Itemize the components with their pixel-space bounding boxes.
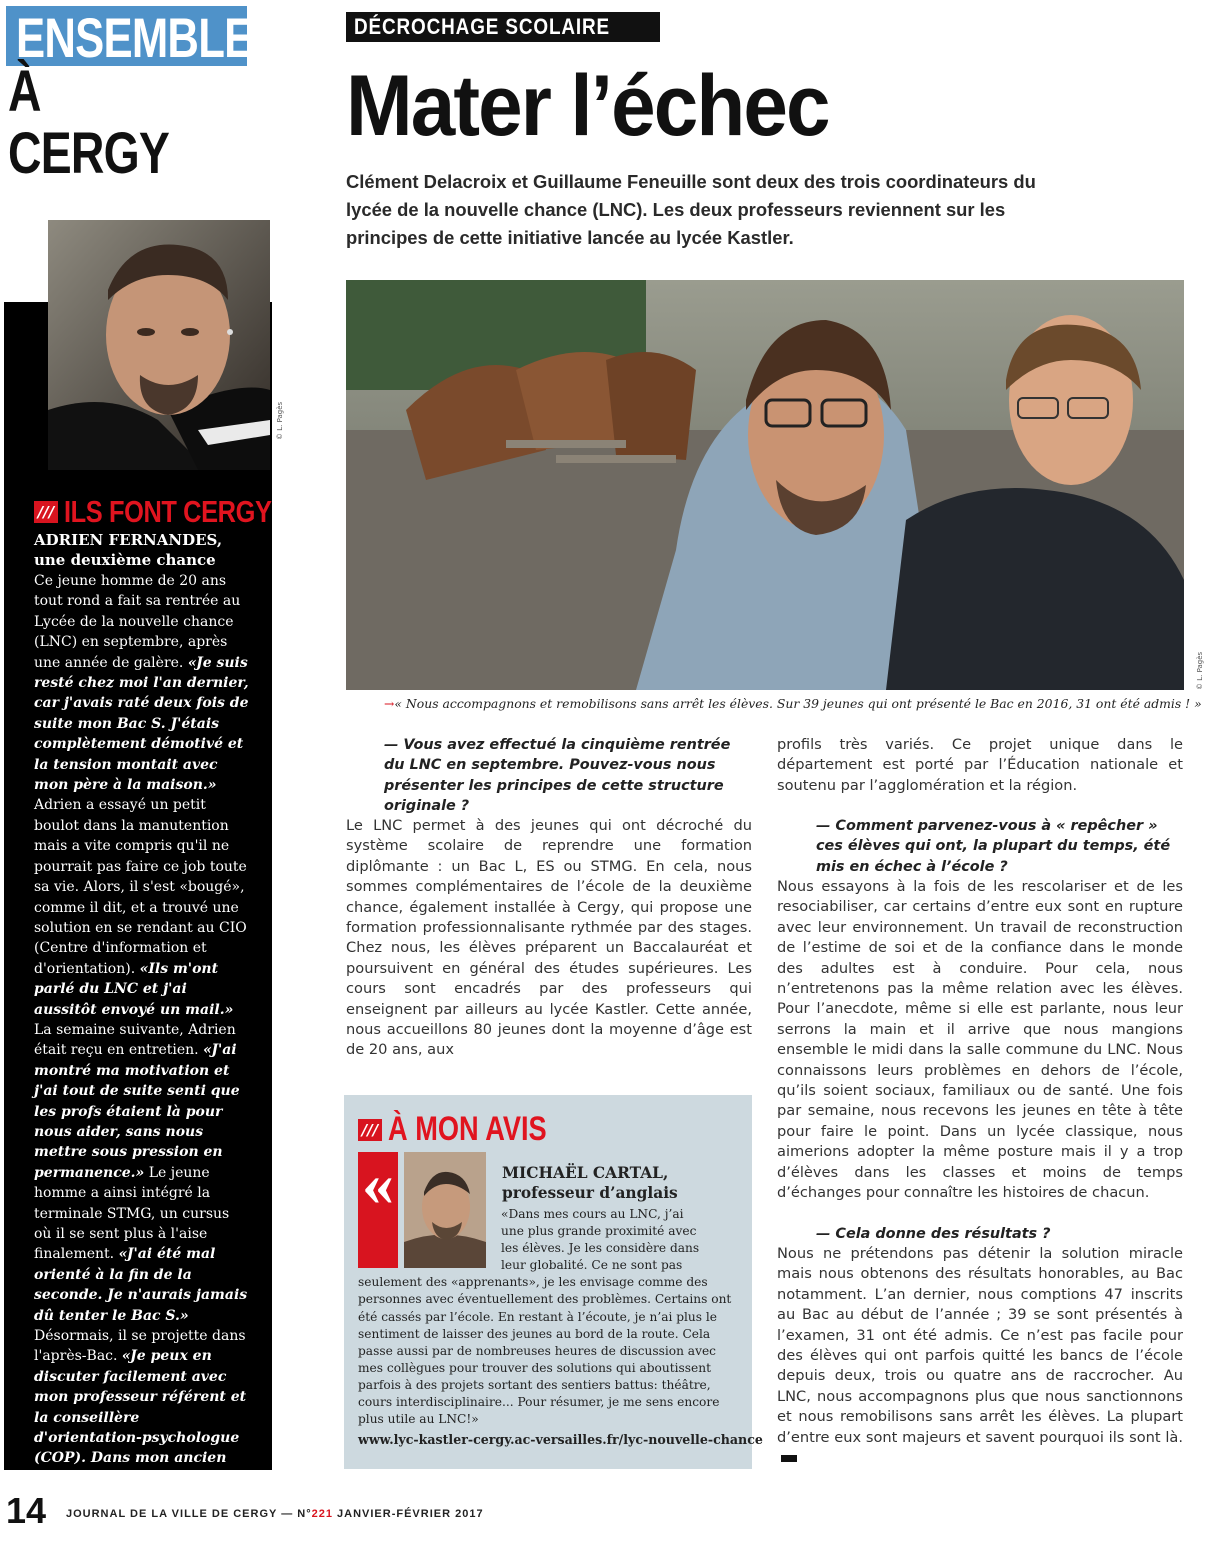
author-name: MICHAËL CARTAL, <box>502 1164 669 1182</box>
profile-paragraph: Ce jeune homme de 20 ans tout rond a fait sa rentrée au Lycée de la nouvelle chance (LNC) en septembre, après une année de galère. <box>34 573 241 671</box>
profile-paragraph: Désormais, il se projette dans l'après-Bac. <box>34 1328 246 1365</box>
article-headline: Mater l’échec <box>346 58 829 154</box>
profile-quote: «J'ai montré ma motivation et j'ai tout de suite senti que les profs étaient là pour nous aider, sans nous mettre sous pression en permanence.» <box>34 1042 240 1181</box>
interview-answer: Le LNC permet à des jeunes qui ont décroché du système scolaire de reprendre une formation diplômante : un Bac L, ES ou STMG. En cela, nous sommes complémentaires de l’école de la deuxième chance, également installée à Cergy, qui propose une formation professionnalisante rythmée par des stages. Chez nous, les élèves préparent un Baccalauréat et poursuivent en général des études supérieures. Les cours sont encadrés par des professeurs qui enseignent par ailleurs au lycée Kastler. Cette année, nous accueillons 80 jeunes dont la moyenne d’âge est de 20 ans, aux <box>346 817 752 1059</box>
profile-text <box>34 571 250 1510</box>
profile-quote: «Je suis resté chez moi l'an dernier, car j'avais raté deux fois de suite mon Bac S. J'étais complètement démotivé et la tension montait avec mon père à la maison.» <box>34 654 249 794</box>
profile-quote: «Je peux en discuter facilement avec mon professeur référent et la conseillère d'orientation-psychologue (COP). Dans mon ancien lycée, je n'avais même pas identifié la COP!» <box>34 1348 247 1508</box>
issue-date: JANVIER-FÉVRIER 2017 <box>332 1508 484 1520</box>
issue-number: 221 <box>311 1508 333 1520</box>
rubric-label: ILS FONT CERGY <box>64 494 272 529</box>
website-link[interactable]: www.lyc-kastler-cergy.ac-versailles.fr/lyc-nouvelle-chance <box>358 1432 763 1447</box>
opinion-line: les élèves. Je les considère dans <box>501 1241 700 1256</box>
interview-answer <box>777 1244 1183 1468</box>
photo-caption <box>384 696 1202 711</box>
author-role: professeur d’anglais <box>502 1184 678 1202</box>
opinion-paragraph: seulement des «apprenants», je les envisage comme des personnes avec éventuellement des problèmes. Certains ont été cassés par l’école. En restant à l’écoute, je n’ai plus le sentiment de laisser des jeunes au bord de la route. Cela passe aussi par de nombreuses heures de discussion avec mes collègues pour trouver des solutions qui aboutissent parfois à des projets sortant des sentiers battus: théâtre, cours interdisciplinaire... Pour résumer, je me sens encore plus utile au LNC!» <box>358 1275 732 1427</box>
interview-answer-continued: profils très variés. Ce projet unique dans le département est porté par l’Éducation nationale et soutenu par l’agglomération et la région. <box>777 736 1183 794</box>
photo-credit: © L. Pagès <box>276 401 284 440</box>
profile-name-line: ADRIEN FERNANDES, <box>34 531 223 549</box>
answer-text: Nous ne prétendons pas détenir la solution miracle mais nous obtenons des résultats honorables, au Bac notamment. L’an dernier, nous comptions 47 inscrits au Bac au début de l’année ; 39 se sont présentés à l’examen, 31 ont été admis. Ce n’est pas facile pour des élèves qui ont parfois quitté les bancs de l’école depuis deux, trois ou quatre ans de raccrocher. Au LNC, nous accompagnons plus que nous sanctionnons et nous remobilisons sans arrêt les élèves. La plupart d’entre eux sont majeurs et savent pourquoi ils sont là. <box>777 1245 1183 1446</box>
footer-journal <box>66 1508 484 1520</box>
profile-paragraph: La semaine suivante, Adrien était reçu en entretien. <box>34 1021 236 1059</box>
profile-paragraph: Adrien a essayé un petit boulot dans la manutention mais a vite compris qu'il ne pourrait pas faire ce job toute sa vie. Alors, il s'est «bougé», comme il dit, et a trouvé une solution en se rendant au CIO (Centre d'information et d'orientation). <box>34 797 247 977</box>
opinion-line: une plus grande proximité avec <box>501 1224 697 1239</box>
interview-answer: Nous essayons à la fois de les rescolariser et de les resociabiliser, car certains d’entre eux sont en rupture avec leur environnement. Un travail de reconstruction de l’estime de soi et de la confiance dans le monde des adultes est à conduire. Pour cela, nous n’entretenons pas la même relation avec les élèves. Pour l’anecdote, même si elle est parlante, nous leur serrons la main et il arrive que nous mangions ensemble le midi dans la salle commune du LNC. Nous connaissons leurs problèmes en dehors de l’école, qu’ils soient sociaux, familiaux ou de santé. Une fois par semaine, nous recevons les jeunes en tête à tête pour faire le point. Dans un lycée classique, nous aimerions adopter la même posture mais il y a trop d’élèves dans les classes et moins de temps d’échanges pour connaître les histoires de chacun. <box>777 878 1183 1202</box>
profile-name <box>34 530 260 570</box>
arrow-right-icon: → <box>384 696 395 711</box>
opinion-line: leur globalité. Ce ne sont pas <box>501 1258 683 1273</box>
rubric-slash-icon: /// <box>358 1119 382 1141</box>
opinion-author <box>502 1163 742 1203</box>
interview-question: — Comment parvenez-vous à « repêcher » ces élèves qui ont, la plupart du temps, été mis en échec à l’école ? <box>816 818 1171 875</box>
article-photo <box>346 280 1184 690</box>
section-title-line1: ENSEMBLE <box>16 6 253 69</box>
profile-subtitle: une deuxième chance <box>34 551 216 569</box>
section-badge <box>6 6 253 69</box>
sidebar-rubric <box>34 494 317 530</box>
interview-question: — Vous avez effectué la cinquième rentrée du LNC en septembre. Pouvez-vous nous présenter les principes de cette structure originale ? <box>384 737 731 815</box>
journal-name: JOURNAL DE LA VILLE DE CERGY — N° <box>66 1508 312 1520</box>
opinion-rubric <box>358 1110 586 1149</box>
photo-credit: © L. Pagès <box>1196 651 1204 690</box>
article-kicker <box>346 12 660 42</box>
kicker-label: DÉCROCHAGE SCOLAIRE <box>354 14 611 39</box>
interview-question: — Cela donne des résultats ? <box>816 1226 1051 1242</box>
section-title-line2: À <box>8 59 41 124</box>
opinion-line: «Dans mes cours au LNC, j’ai <box>501 1207 684 1221</box>
profile-quote: «J'ai été mal orienté à la fin de la seconde. Je n'aurais jamais dû tenter le Bac S.» <box>34 1246 248 1324</box>
quote-mark-icon: « <box>358 1152 398 1268</box>
rubric-slash-icon: /// <box>34 501 58 523</box>
article-standfirst: Clément Delacroix et Guillaume Feneuille sont deux des trois coordinateurs du lycée de la nouvelle chance (LNC). Les deux professeurs reviennent sur les principes de cette initiative lancée au lycée Kastler. <box>346 171 1036 248</box>
caption-text: « Nous accompagnons et remobilisons sans arrêt les élèves. Sur 39 jeunes qui ont présenté le Bac en 2016, 31 ont été admis ! » <box>394 696 1202 711</box>
profile-paragraph: Le jeune homme a ainsi intégré la terminale STMG, un cursus où il se sent plus à l'aise finalement. <box>34 1164 230 1263</box>
profile-quote: «Ils m'ont parlé du LNC et j'ai aussitôt envoyé un mail.» <box>34 960 234 1018</box>
section-title-line3: CERGY <box>8 121 170 186</box>
page-number: 14 <box>6 1490 47 1531</box>
end-of-article-mark <box>781 1455 797 1462</box>
portrait-photo <box>48 220 270 470</box>
rubric-label: À MON AVIS <box>388 1110 547 1148</box>
opinion-text <box>358 1206 740 1428</box>
